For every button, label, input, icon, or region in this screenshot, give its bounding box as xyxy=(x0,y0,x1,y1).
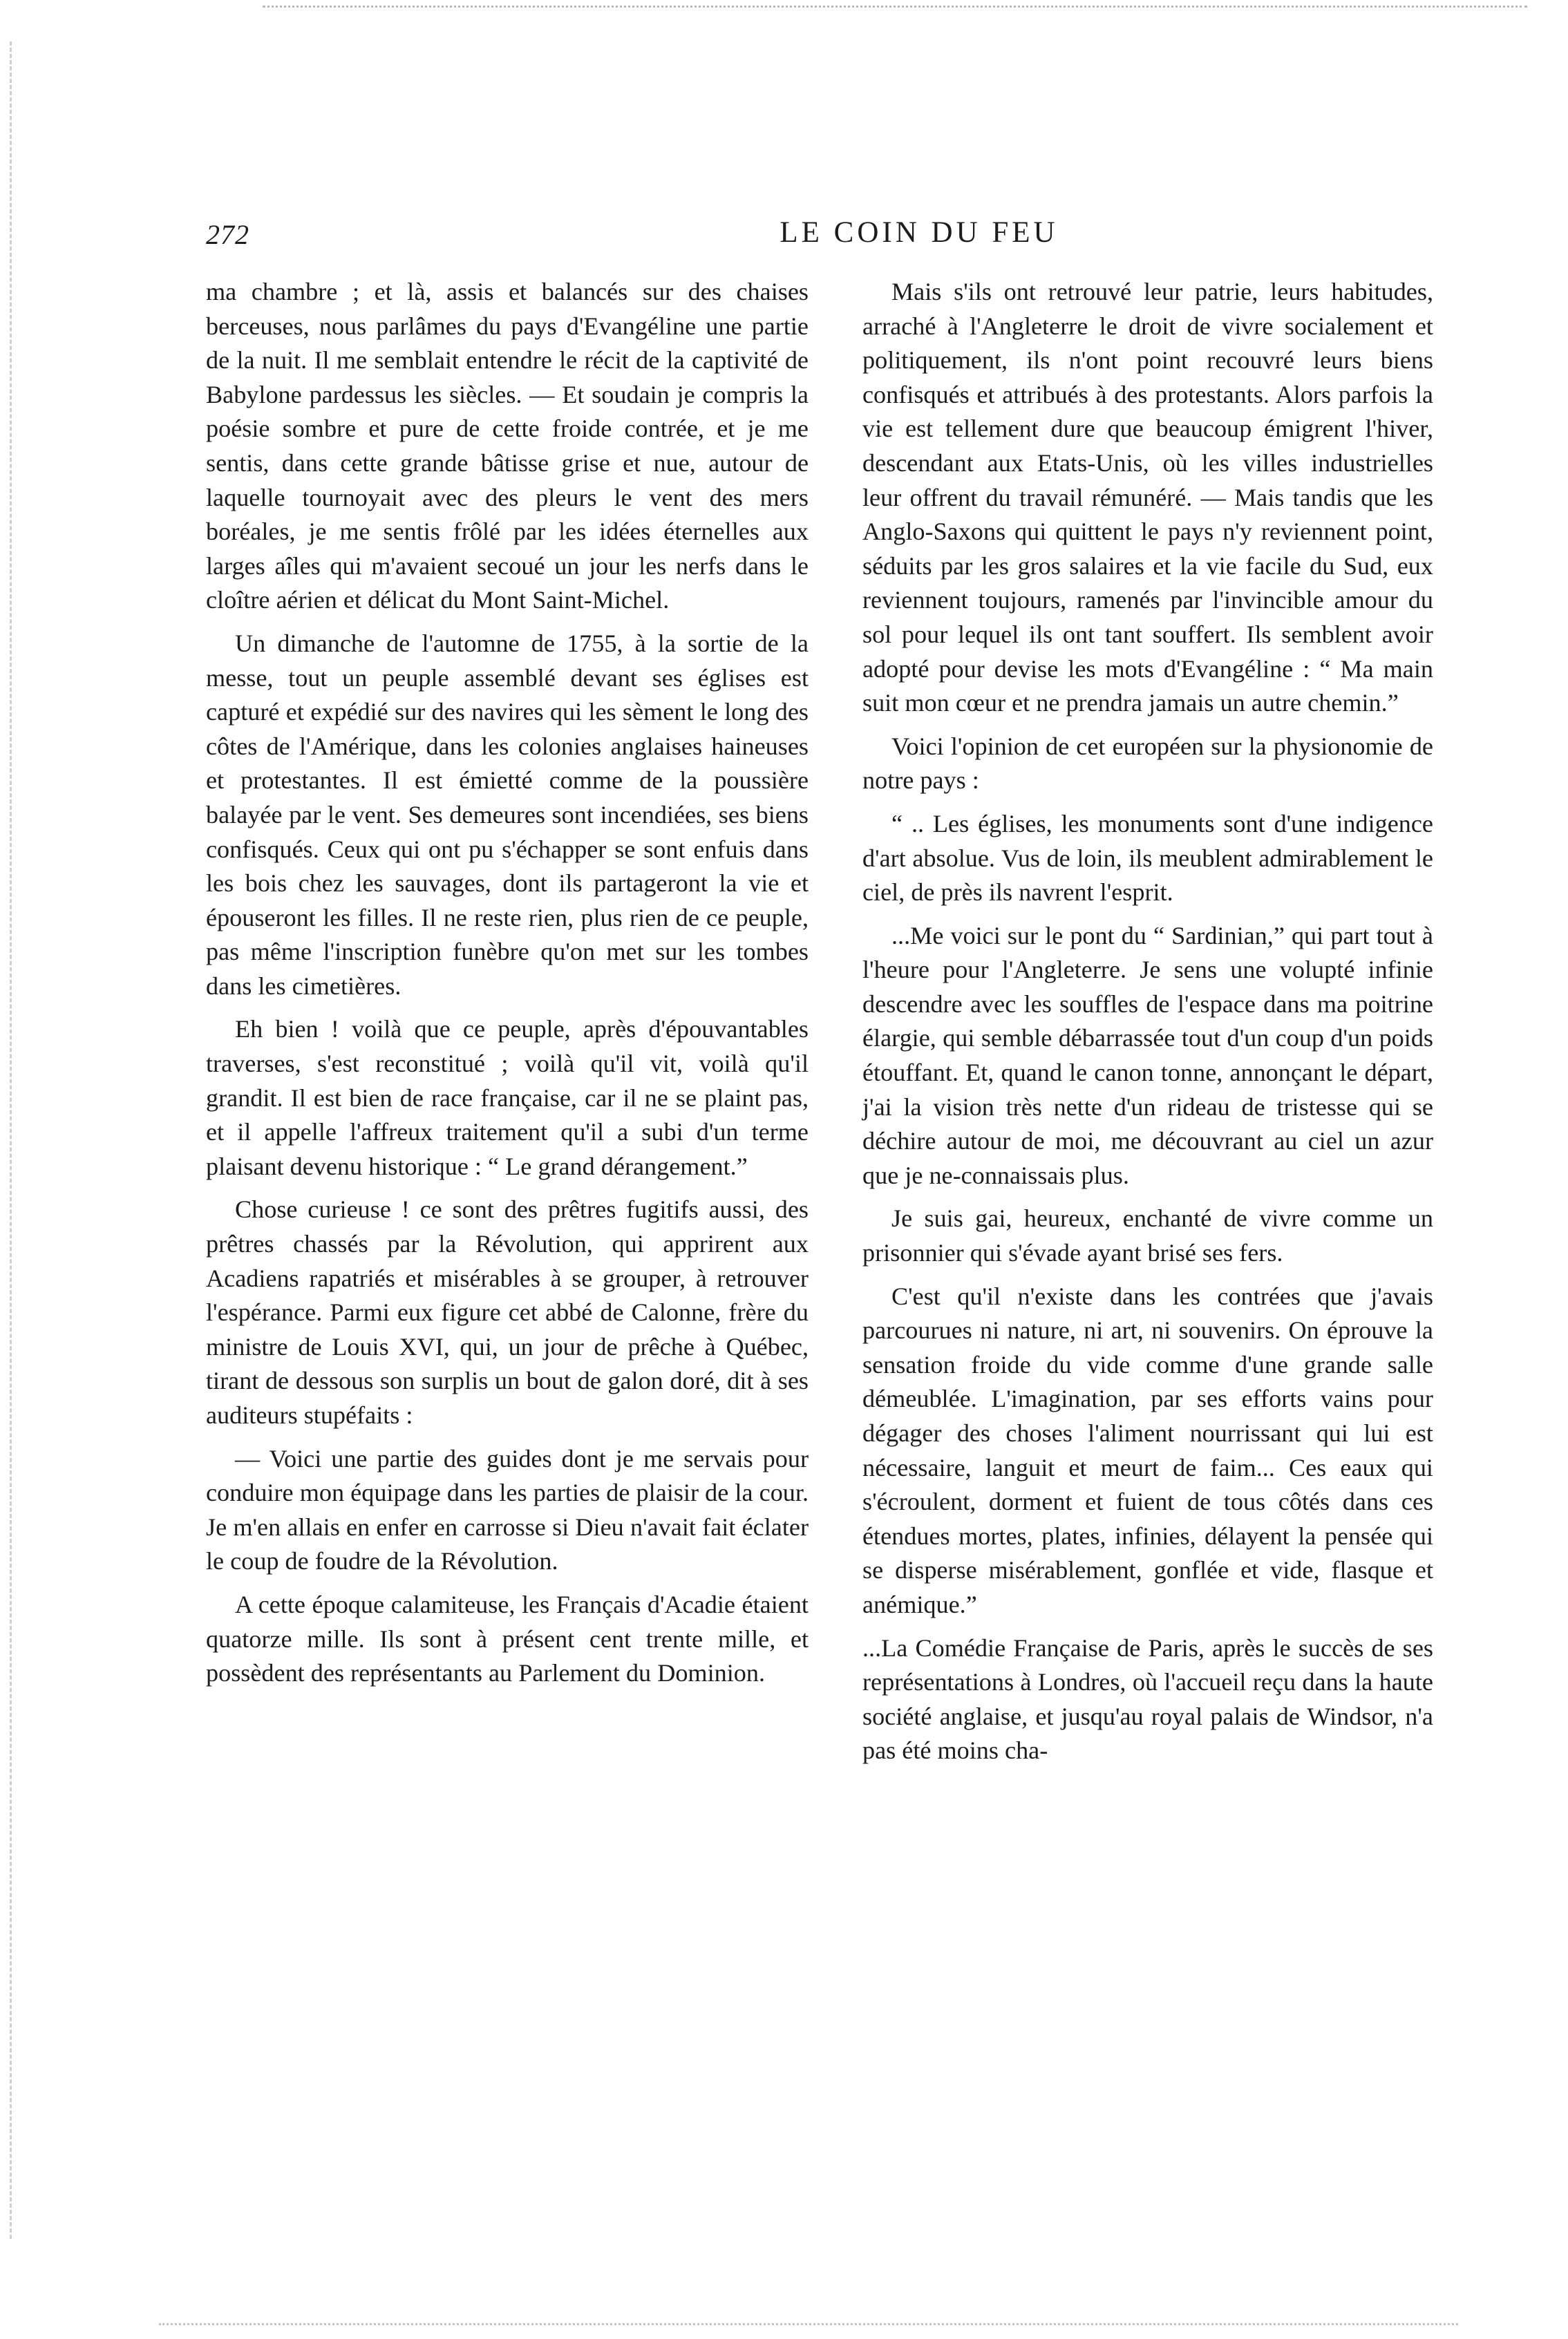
paragraph: Je suis gai, heureux, enchanté de vivre comme un prisonnier qui s'évade ayant brisé ses fers. xyxy=(862,1204,1433,1267)
page-number: 272 xyxy=(206,219,249,250)
scan-edge-left xyxy=(10,41,12,2239)
paragraph: Eh bien ! voilà que ce peuple, après d'épouvantables traverses, s'est reconstitué ; voilà qu'il vit, voilà qu'il grandit. Il est bien de race française, car il ne se plaint pas, et il appelle l'affreux traitement qu'il a subi d'un terme plaisant devenu historique : “ Le grand dérangement.” xyxy=(206,1015,809,1180)
page-header xyxy=(206,216,1432,257)
paragraph: A cette époque calamiteuse, les Français d'Acadie étaient quatorze mille. Ils sont à présent cent trente mille, et possèdent des représentants au Parlement du Dominion. xyxy=(206,1590,809,1687)
paragraph: — Voici une partie des guides dont je me servais pour conduire mon équipage dans les parties de plaisir de la cour. Je m'en allais en enfer en carrosse si Dieu n'avait fait éclater le coup de foudre de la Révolution. xyxy=(206,1444,809,1575)
paragraph: Chose curieuse ! ce sont des prêtres fugitifs aussi, des prêtres chassés par la Révolution, qui apprirent aux Acadiens rapatriés et misérables à se grouper, à retrouver l'espérance. Parmi eux figure cet abbé de Calonne, frère du ministre de Louis XVI, qui, un jour de prêche à Québec, tirant de dessous son surplis un bout de galon doré, dit à ses auditeurs stupéfaits : xyxy=(206,1195,809,1429)
running-head: LE COIN DU FEU xyxy=(780,216,1059,249)
paragraph: ...Me voici sur le pont du “ Sardinian,” qui part tout à l'heure pour l'Angleterre. Je sens une volupté infinie descendre avec les souffles de l'espace dans ma poitrine élargie, qui semble débarrassée tout d'un coup d'un poids étouffant. Et, quand le canon tonne, annonçant le départ, j'ai la vision très nette d'un rideau de tristesse qui se déchire autour de moi, me découvrant au ciel un azur que je ne-connaissais plus. xyxy=(862,921,1433,1189)
paragraph: Mais s'ils ont retrouvé leur patrie, leurs habitudes, arraché à l'Angleterre le droit de vivre socialement et politiquement, ils n'ont point recouvré leurs biens confisqués et attribués à des protestants. Alors parfois la vie est tellement dure que beaucoup émigrent l'hiver, descendant aux Etats-Unis, où les villes industrielles leur offrent du travail rémunéré. — Mais tandis que les Anglo-Saxons qui quittent le pays n'y reviennent point, séduits par les gros salaires et la vie facile du Sud, eux reviennent toujours, ramenés par l'invincible amour du sol pour lequel ils ont tant souffert. Ils semblent avoir adopté pour devise les mots d'Evangéline : “ Ma main suit mon cœur et ne prendra jamais un autre chemin.” xyxy=(862,278,1433,717)
paragraph: ...La Comédie Française de Paris, après le succès de ses représentations à Londres, où l'accueil reçu dans la haute société anglaise, et jusqu'au royal palais de Windsor, n'a pas été moins cha- xyxy=(862,1633,1433,1765)
paragraph: ma chambre ; et là, assis et balancés sur des chaises berceuses, nous parlâmes du pays d'Evangéline une partie de la nuit. Il me semblait entendre le récit de la captivité de Babylone pardessus les siècles. — Et soudain je compris la poésie sombre et pure de cette froide contrée, et je me sentis, dans cette grande bâtisse grise et nue, autour de laquelle tournoyait avec des pleurs le vent des mers boréales, je me sentis frôlé par les idées éternelles aux larges aîles qui m'avaient secoué un jour les nerfs dans le cloître aérien et délicat du Mont Saint-Michel. xyxy=(206,278,809,614)
scan-edge-top xyxy=(263,6,1527,8)
right-column xyxy=(862,275,1433,1777)
paragraph: C'est qu'il n'existe dans les contrées que j'avais parcourues ni nature, ni art, ni souvenirs. On éprouve la sensation froide du vide comme d'une grande salle démeublée. L'imagination, par ses efforts vains pour dégager des choses l'aliment nourrissant qui lui est nécessaire, languit et meurt de faim... Ces eaux qui s'écroulent, dorment et fuient de tous côtés dans ces étendues mortes, plates, infinies, délayent la pensée qui se disperse misérablement, gonflée et vide, flasque et anémique.” xyxy=(862,1282,1433,1618)
paragraph: Un dimanche de l'automne de 1755, à la sortie de la messe, tout un peuple assemblé devant ses églises est capturé et expédié sur des navires qui les sèment le long des côtes de l'Amérique, dans les colonies anglaises haineuses et protestantes. Il est émietté comme de la poussière balayée par le vent. Ses demeures sont incendiées, ses biens confisqués. Ceux qui ont pu s'échapper se sont enfuis dans les bois chez les sauvages, dont ils partageront la vie et épouseront les filles. Il ne reste rien, plus rien de ce peuple, pas même l'inscription funèbre qu'on met sur les tombes dans les cimetières. xyxy=(206,629,809,1000)
scan-edge-bottom xyxy=(159,2323,1458,2325)
paragraph: “ .. Les églises, les monuments sont d'une indigence d'art absolue. Vus de loin, ils meublent admirablement le ciel, de près ils navrent l'esprit. xyxy=(862,809,1433,907)
left-column xyxy=(206,275,809,1700)
paragraph: Voici l'opinion de cet européen sur la physionomie de notre pays : xyxy=(862,732,1433,795)
